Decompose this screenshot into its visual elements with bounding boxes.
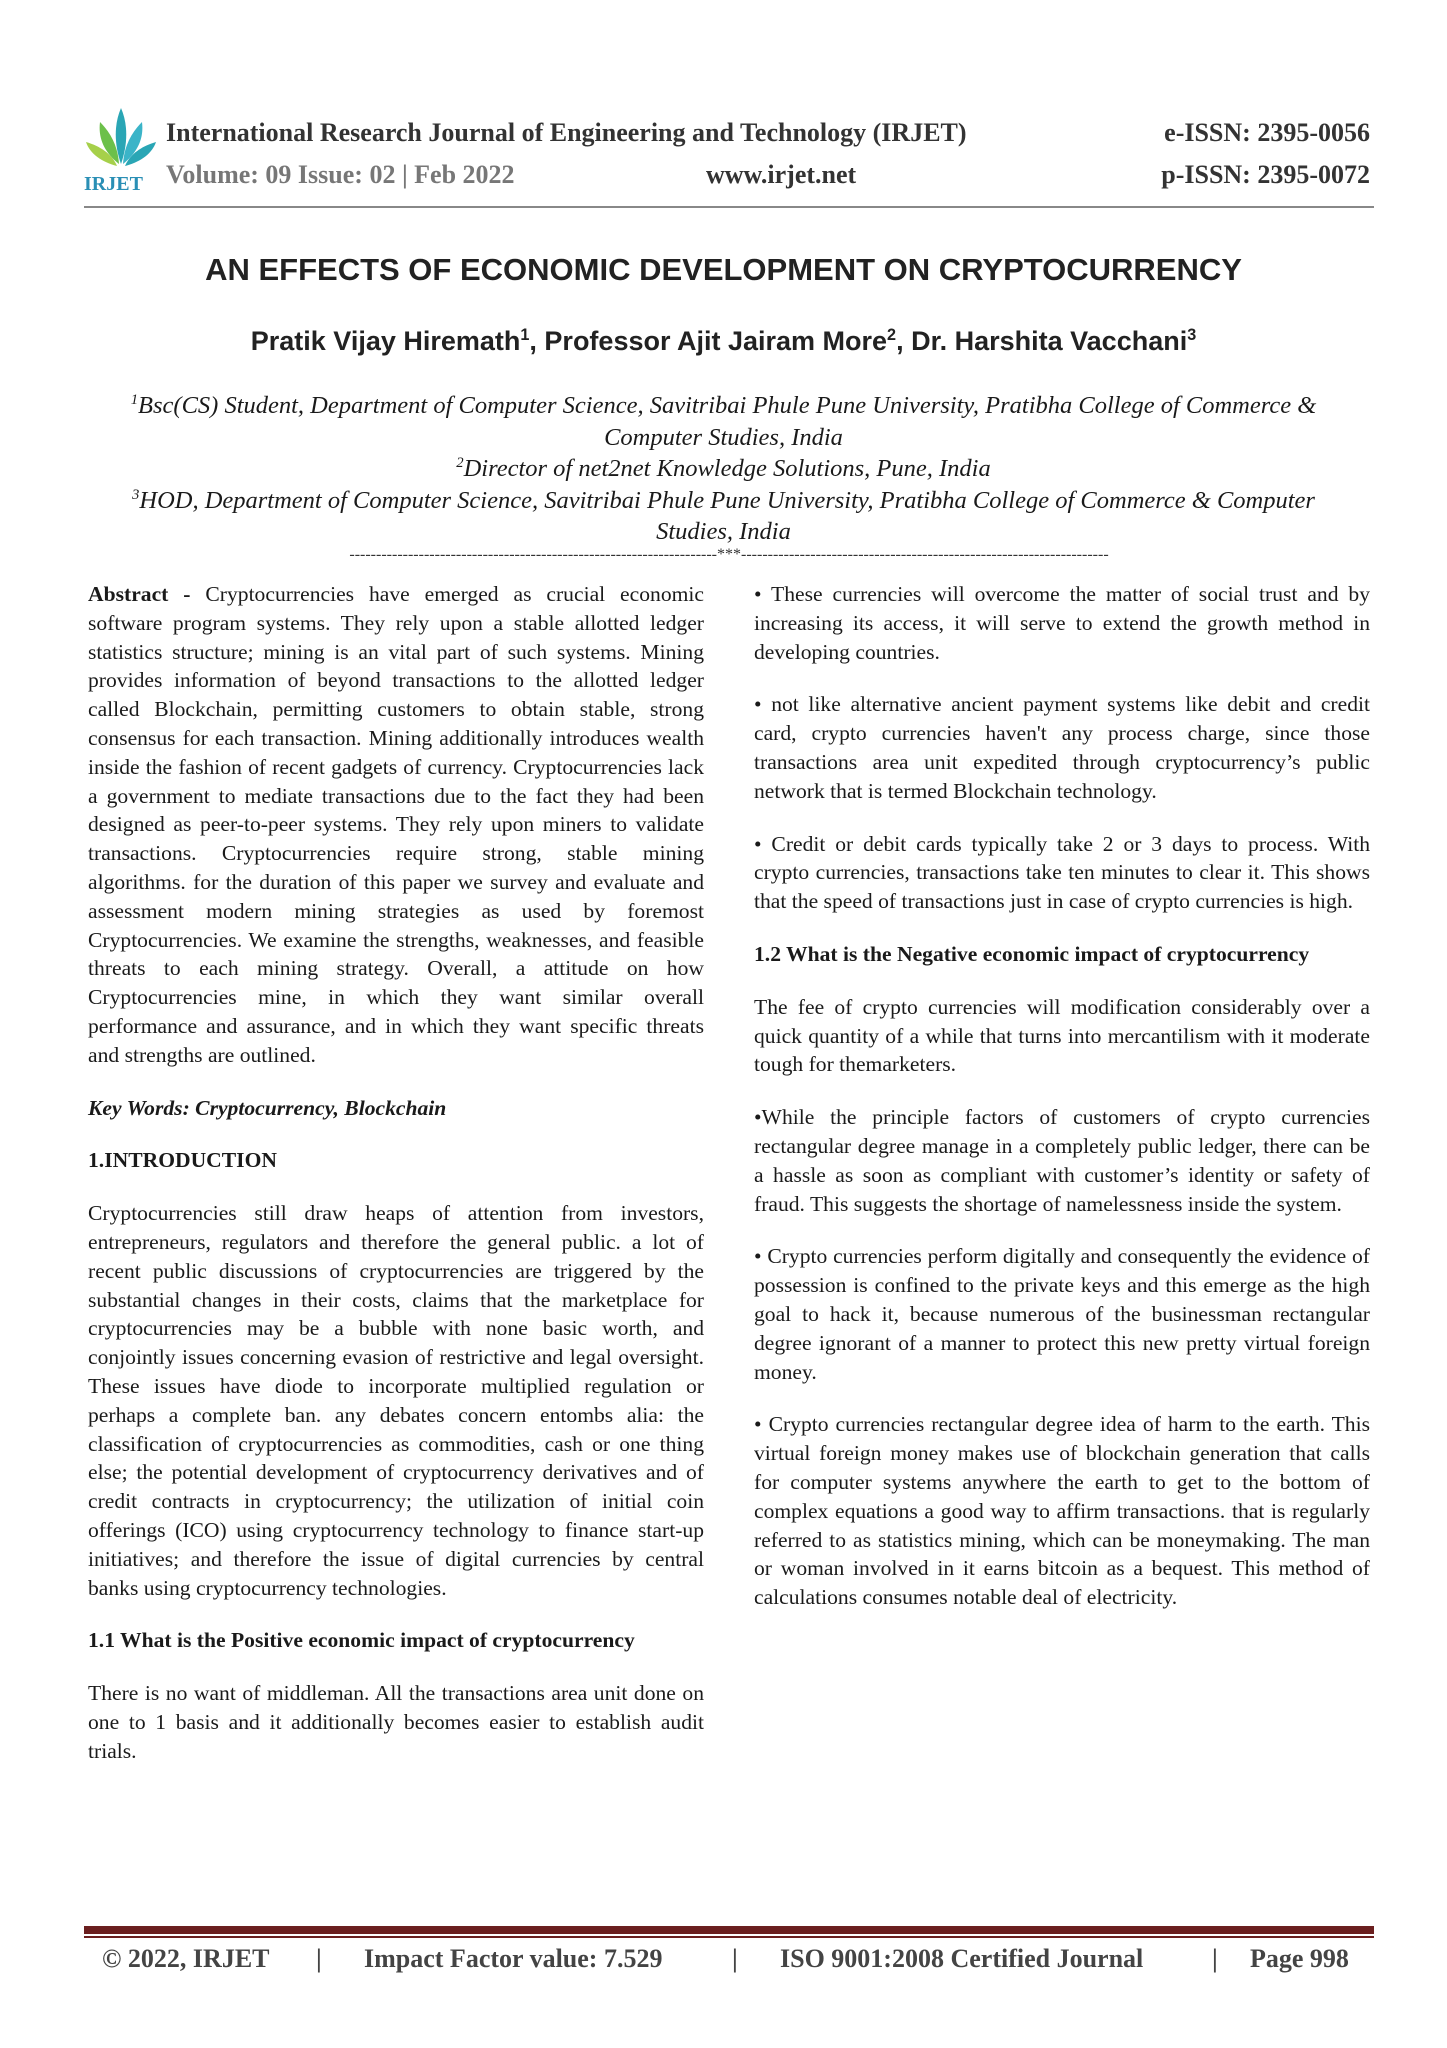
- bullet-paragraph: • These currencies will overcome the matter of social trust and by increasing its access, it will serve to extend the growth method in developing countries.: [754, 582, 1370, 664]
- bullet-paragraph: • Credit or debit cards typically take 2 or 3 days to process. With crypto currencies, transactions take ten minutes to clear it. This shows that the speed of transactions just in case of crypto currencies is high.: [754, 831, 1370, 914]
- bullet-paragraph: • not like alternative ancient payment systems like debit and credit card, crypto currencies haven't any process charge, since those transactions area unit expedited through cryptocurrency’s public network that is termed Blockchain technology.: [754, 692, 1370, 803]
- affiliation: [100, 453, 1347, 485]
- affil-text: Bsc(CS) Student, Department of Computer Science, Savitribai Phule Pune University, Pratibha College of Commerce & Computer Studies, India: [138, 392, 1317, 451]
- affil-sup: 3: [132, 486, 140, 503]
- author-name: Dr. Harshita Vacchani: [911, 326, 1188, 356]
- bullet-paragraph: •While the principle factors of customers of crypto currencies rectangular degree manage in a completely public ledger, there can be a hassle as soon as compliant with customer’s identity or safety of fraud. This suggests the shortage of namelessness inside the system.: [754, 1105, 1370, 1216]
- footer-impact-factor: Impact Factor value: 7.529: [364, 1944, 663, 1973]
- svg-text:IRJET: IRJET: [84, 173, 143, 192]
- affil-text: HOD, Department of Computer Science, Savitribai Phule Pune University, Pratibha College of Commerce & Computer Studies, India: [139, 486, 1315, 545]
- affil-sup: 2: [456, 454, 464, 471]
- abstract-label: Abstract -: [88, 582, 206, 606]
- footer-iso: ISO 9001:2008 Certified Journal: [780, 1944, 1144, 1973]
- footer-bar: [84, 1926, 1374, 1934]
- footer-bar-thin: [84, 1936, 1374, 1938]
- bullet-paragraph: • Crypto currencies perform digitally and consequently the evidence of possession is confined to the private keys and this emerge as the high goal to hack it, because numerous of the businessman rectangular degree ignorant of a manner to protect this new pretty virtual foreign money.: [754, 1244, 1370, 1384]
- journal-header: [84, 104, 1374, 204]
- author-sup: 1: [520, 326, 530, 344]
- intro-heading: 1.INTRODUCTION: [88, 1148, 277, 1173]
- e-issn: e-ISSN: 2395-0056: [1164, 118, 1370, 147]
- affiliation: [100, 390, 1347, 453]
- author-name: Pratik Vijay Hiremath: [250, 326, 521, 356]
- authors: Pratik Vijay Hiremath$^1$, Professor Ajit Jairam More$^2$, Dr. Harshita Vacchani$^3$: [250, 326, 1197, 356]
- affil-sup: 1: [130, 391, 139, 408]
- section-1-1-paragraph: There is no want of middleman. All the transactions area unit done on one to 1 basis and it additionally becomes easier to establish audit trials.: [88, 1681, 704, 1763]
- abstract-text: Cryptocurrencies have emerged as crucial economic software program systems. They rely upon a stable allotted ledger statistics structure; mining is an vital part of such systems. Mining provides information of beyond transactions to the allotted ledger called Blockchain, permitting customers to obtain stable, strong consensus for each transaction. Mining additionally introduces wealth inside the fashion of recent gadgets of currency. Cryptocurrencies lack a government to mediate transactions due to the fact they had been designed as peer-to-peer systems. They rely upon miners to validate transactions. Cryptocurrencies require strong, stable mining algorithms. for the duration of this paper we survey and evaluate and assessment modern mining strategies as used by foremost Cryptocurrencies. We examine the strengths, weaknesses, and feasible threats to each mining strategy. Overall, a attitude on how Cryptocurrencies mine, in which they want similar overall performance and assurance, and in which they want specific threats and strengths are outlined.: [88, 582, 704, 1067]
- affil-text: Director of net2net Knowledge Solutions, Pune, India: [463, 455, 991, 482]
- right-column: [754, 580, 1370, 1636]
- abstract: [88, 580, 704, 1070]
- volume-issue: Volume: 09 Issue: 02 | Feb 2022: [166, 160, 515, 189]
- section-1-1-heading: 1.1 What is the Positive economic impact of cryptocurrency: [88, 1628, 635, 1653]
- header-rule: [84, 206, 1374, 208]
- footer-separator: |: [316, 1944, 322, 1973]
- section-separator: ---------------------------------------------------------------------***---------------------------------------------------------------------: [349, 546, 1109, 563]
- author-sup: 2: [887, 326, 897, 344]
- journal-url[interactable]: www.irjet.net: [706, 160, 857, 189]
- bullet-paragraph: • Crypto currencies rectangular degree idea of harm to the earth. This virtual foreign money makes use of blockchain generation that calls for computer systems anywhere the earth to get to the bottom of complex equations a good way to affirm transactions. that is regularly referred to as statistics mining, which can be moneymaking. The man or woman involved in it earns bitcoin as a bequest. This method of calculations consumes notable deal of electricity.: [754, 1412, 1370, 1610]
- author-name: Professor Ajit Jairam More: [544, 326, 888, 356]
- footer-separator: |: [1212, 1944, 1218, 1973]
- affiliation: [100, 485, 1347, 548]
- left-column: [88, 580, 704, 1789]
- paper-title: AN EFFECTS OF ECONOMIC DEVELOPMENT ON CRYPTOCURRENCY: [205, 252, 1242, 287]
- paragraph: The fee of crypto currencies will modification considerably over a quick quantity of a while that turns into mercantilism with it moderate tough for themarketers.: [754, 994, 1370, 1077]
- author-sup: 3: [1187, 326, 1197, 344]
- section-1-2-heading: 1.2 What is the Negative economic impact of cryptocurrency: [754, 941, 1310, 966]
- p-issn: p-ISSN: 2395-0072: [1161, 160, 1370, 189]
- irjet-logo-icon: [84, 104, 158, 192]
- affiliations: [100, 390, 1347, 548]
- footer-copyright: © 2022, IRJET: [102, 1944, 270, 1973]
- intro-paragraph: Cryptocurrencies still draw heaps of attention from investors, entrepreneurs, regulators and therefore the general public. a lot of recent public discussions of cryptocurrencies are triggered by the substantial changes in their costs, claims that the marketplace for cryptocurrencies may be a bubble with none basic worth, and conjointly issues concerning evasion of restrictive and legal oversight. These issues have diode to incorporate multiplied regulation or perhaps a complete ban. any debates concern entombs alia: the classification of cryptocurrencies as commodities, cash or one thing else; the potential development of cryptocurrency derivatives and of credit contracts in cryptocurrency; the utilization of initial coin offerings (ICO) using cryptocurrency technology to finance start-up initiatives; and therefore the issue of digital currencies by central banks using cryptocurrency technologies.: [88, 1201, 704, 1600]
- footer-separator: |: [732, 1944, 738, 1973]
- journal-name: International Research Journal of Engineering and Technology (IRJET): [166, 118, 967, 147]
- footer-page-number: Page 998: [1250, 1944, 1349, 1973]
- keywords: Key Words: Cryptocurrency, Blockchain: [88, 1095, 447, 1120]
